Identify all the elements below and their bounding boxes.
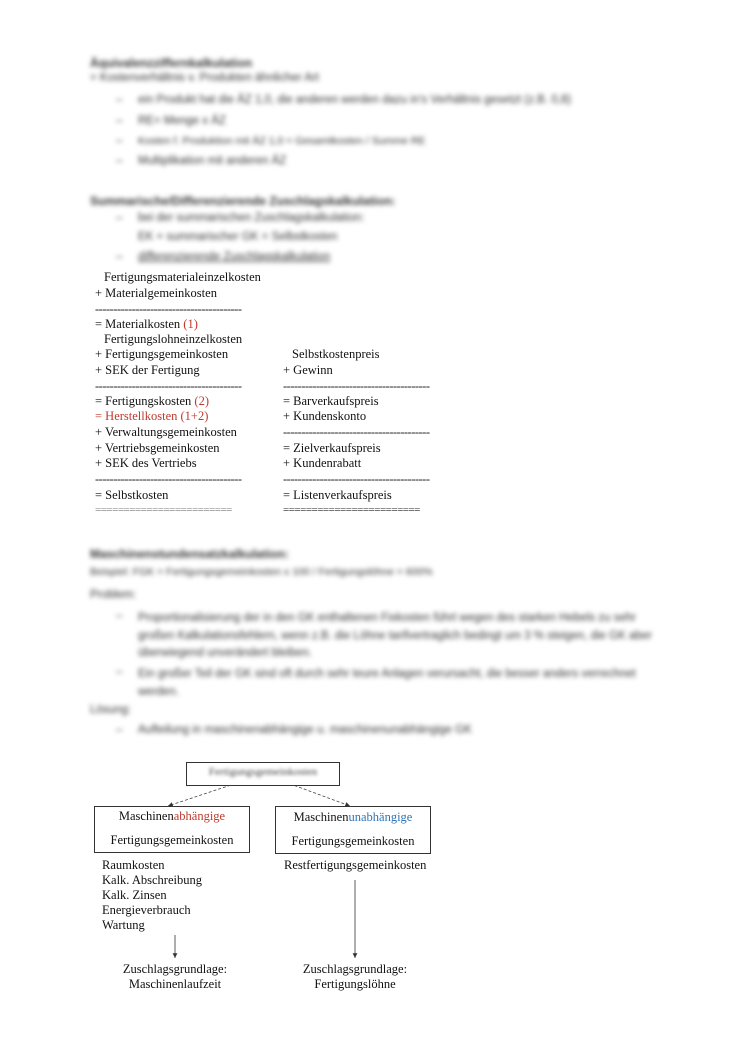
list-item: differenzierende Zuschlagskalkulation	[138, 251, 331, 263]
list-item: Kalk. Abschreibung	[102, 873, 202, 887]
bullet-marker: –	[116, 155, 123, 167]
section-intro: = Kostenverhältnis v. Produkten ähnlicher Art	[90, 72, 319, 84]
list-item: Raumkosten	[102, 858, 165, 872]
calc-line: + Verwaltungsgemeinkosten	[95, 425, 237, 439]
bullet-marker: –	[116, 212, 123, 224]
list-item: Aufteilung in maschinenabhängige u. maschinenunabhängige GK	[138, 724, 472, 736]
bullet-marker: –	[116, 610, 123, 622]
calc-line: = Listenverkaufspreis	[283, 488, 392, 502]
calc-line-text: = Materialkosten	[95, 317, 181, 331]
diagram-right-title	[276, 810, 430, 825]
calc-separator: ----------------------------------------	[95, 472, 242, 486]
calc-line: Fertigungslohneinzelkosten	[104, 332, 243, 346]
section-heading: Maschinenstundensatzkalkulation:	[90, 547, 289, 561]
calc-separator: ----------------------------------------	[283, 425, 430, 439]
diagram-left-prefix: Maschinen	[118, 809, 174, 823]
diagram-left-box	[94, 806, 250, 853]
calc-separator: ----------------------------------------	[283, 472, 430, 486]
bullet-marker: –	[116, 115, 123, 127]
diagram-left-sub: Fertigungsgemeinkosten	[110, 833, 234, 847]
list-item: bei der summarischen Zuschlagskalkulation:	[138, 212, 365, 224]
diagram-right-prefix: Maschinen	[293, 810, 349, 824]
bullet-marker: –	[116, 94, 123, 106]
calc-line: Fertigungsmaterialeinzelkosten	[104, 270, 261, 284]
list-item: RE= Menge x ÄZ	[138, 115, 226, 127]
calc-separator: ----------------------------------------	[283, 379, 430, 393]
bullet-marker: –	[116, 135, 123, 147]
calc-line: + SEK der Fertigung	[95, 363, 200, 377]
list-item: Multiplikation mit anderen ÄZ	[138, 155, 287, 167]
diagram-left-accent: abhängige	[173, 809, 226, 823]
bullet-marker: –	[116, 724, 123, 736]
result-value: Maschinenlaufzeit	[128, 977, 222, 991]
calc-marker: (2)	[194, 394, 209, 408]
diagram-left-items	[102, 858, 202, 933]
list-item: Proportionalisierung der in den GK enthaltenen Fixkosten führt wegen des starken Hebels zu sehr großen Kalkulationsfehlern, wenn z.B. die Löhne tarifvertraglich bedingt um 3 % steigen, die GK aber überwiegend unverändert bleiben.	[138, 612, 652, 659]
calc-line: = Barverkaufspreis	[283, 394, 379, 408]
calc-line: + Gewinn	[283, 363, 333, 377]
list-item: Kalk. Zinsen	[102, 888, 167, 902]
example-formula: Beispiel: FGK = Fertigungsgemeinkosten x 100 / Fertigungslöhne = 600%	[90, 566, 433, 578]
diagram-left-box-top-border	[94, 806, 250, 807]
calc-line: + Vertriebsgemeinkosten	[95, 441, 220, 455]
calc-line: + Kundenrabatt	[283, 456, 362, 470]
calc-separator-double: ========================	[95, 504, 232, 516]
problem-label: Problem:	[90, 589, 137, 601]
section-heading: Summarische/Differenzierende Zuschlagskalkulation:	[90, 194, 396, 208]
calc-marker: (1)	[183, 317, 198, 331]
section-heading: Äquivalenzziffernkalkulation	[90, 56, 253, 70]
list-item: Restfertigungsgemeinkosten	[284, 858, 427, 872]
result-value: Fertigungslöhne	[314, 977, 396, 991]
list-item: Wartung	[102, 918, 145, 932]
list-item: Ein großer Teil der GK sind oft durch sehr teure Anlagen verursacht, die besser anders verrechnet werden.	[138, 668, 636, 698]
calc-line: + Kundenskonto	[283, 409, 367, 423]
calc-line: + Fertigungsgemeinkosten	[95, 347, 229, 361]
diagram-right-sub: Fertigungsgemeinkosten	[291, 834, 415, 848]
calc-line: = Selbstkosten	[95, 488, 169, 502]
calc-separator: ----------------------------------------	[95, 302, 242, 316]
diagram-right-accent: unabhängige	[348, 810, 413, 824]
calc-separator: ----------------------------------------	[95, 379, 242, 393]
result-label: Zuschlagsgrundlage:	[122, 962, 228, 976]
bullet-marker: –	[116, 666, 123, 678]
diagram-right-result	[285, 962, 425, 992]
calc-line: = Zielverkaufspreis	[283, 441, 381, 455]
calc-line: Selbstkostenpreis	[292, 347, 380, 361]
list-item: EK + summarischer GK = Selbstkosten	[138, 231, 338, 243]
diagram-left-result	[105, 962, 245, 992]
calc-separator-double: ========================	[283, 504, 420, 516]
result-label: Zuschlagsgrundlage:	[302, 962, 408, 976]
diagram-right-box	[275, 806, 431, 854]
list-item: ein Produkt hat die ÄZ 1,0, die anderen werden dazu in's Verhältnis gesetzt (z.B. 0,8)	[138, 94, 572, 106]
diagram-top-box	[186, 762, 340, 786]
diagram-top-label: Fertigungsgemeinkosten	[208, 766, 318, 778]
calc-line: + Materialgemeinkosten	[95, 286, 217, 300]
bullet-marker: –	[116, 251, 123, 263]
calc-line-herstellkosten: = Herstellkosten (1+2)	[95, 409, 209, 423]
diagram-left-title	[95, 809, 249, 824]
calc-line-text: = Fertigungskosten	[95, 394, 192, 408]
list-item: Kosten f. Produktion mit ÄZ 1,0 = Gesamtkosten / Summe RE	[138, 135, 426, 147]
calc-line: + SEK des Vertriebs	[95, 456, 197, 470]
list-item: Energieverbrauch	[102, 903, 191, 917]
solution-label: Lösung:	[90, 704, 131, 716]
diagram-right-items	[284, 858, 426, 873]
